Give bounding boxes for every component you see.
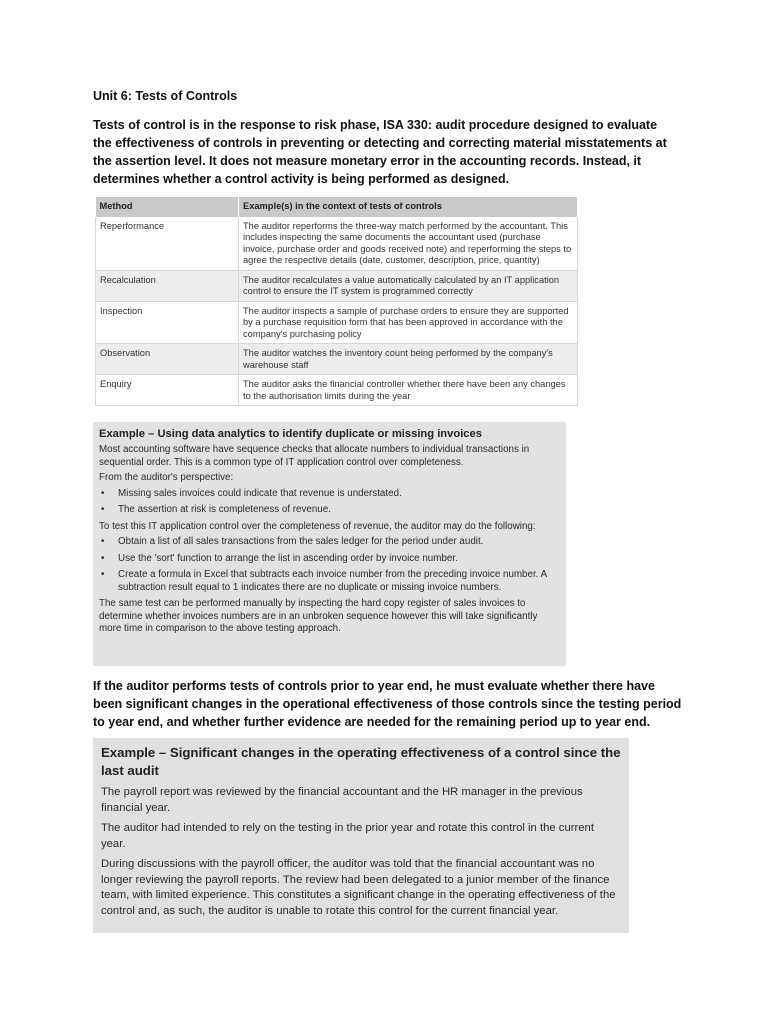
example-cell: The auditor recalculates a value automatically calculated by an IT application control to ensure the IT system is programmed correctly <box>239 270 578 301</box>
method-cell: Recalculation <box>96 270 239 301</box>
intro-paragraph: Tests of control is in the response to risk phase, ISA 330: audit procedure designed to evaluate the effectiveness of controls in preventing or detecting and correcting material misstatements at the assertion level. It does not measure monetary error in the accounting records. Instead, it determines whether a control activity is being performed as designed. <box>93 118 667 186</box>
example-cell: The auditor reperforms the three-way match performed by the accountant. This includes inspecting the same documents the accountant used (purchase invoice, purchase order and goods received note) and reperforming the steps to agree the respective details (date, customer, description, price, quantity) <box>239 217 578 271</box>
example-cell: The auditor asks the financial controller whether there have been any changes to the authorisation limits during the year <box>239 375 578 406</box>
example-cell: The auditor inspects a sample of purchase orders to ensure they are supported by a purchase requisition form that has been approved in accordance with the company's purchasing policy <box>239 301 578 344</box>
example-paragraph: During discussions with the payroll officer, the auditor was told that the financial accountant was no longer reviewing the payroll reports. The review had been delegated to a junior member of the finance team, with limited experience. This constitutes a significant change in the operating effectiveness of the control and, as such, the auditor is unable to rotate this control for the current financial year. <box>101 858 616 917</box>
method-cell: Reperformance <box>96 217 239 271</box>
method-cell: Inspection <box>96 301 239 344</box>
list-item: • The assertion at risk is completeness of revenue. <box>99 504 560 517</box>
list-item: • Use the 'sort' function to arrange the list in ascending order by invoice number. <box>99 553 560 566</box>
table-row <box>96 375 578 406</box>
example-paragraph: To test this IT application control over the completeness of revenue, the auditor may do the following: <box>99 520 536 532</box>
list-item: • Missing sales invoices could indicate that revenue is understated. <box>99 488 560 501</box>
example-paragraph: The same test can be performed manually by inspecting the hard copy register of sales invoices to determine whether invoices numbers are in an unbroken sequence however this will take significantly more time in comparison to the above testing approach. <box>99 598 538 634</box>
methods-table <box>95 197 578 406</box>
method-cell: Enquiry <box>96 375 239 406</box>
table-row <box>96 217 578 271</box>
list-item: • Obtain a list of all sales transactions from the sales ledger for the period under audit. <box>99 536 560 549</box>
example-paragraph: The auditor had intended to rely on the testing in the prior year and rotate this control in the current year. <box>101 822 594 850</box>
header-method: Method <box>96 197 239 217</box>
table-header-row <box>96 197 578 217</box>
page-title: Unit 6: Tests of Controls <box>93 89 238 103</box>
bullet-list <box>99 488 560 517</box>
header-example: Example(s) in the context of tests of controls <box>239 197 578 217</box>
table-row <box>96 344 578 375</box>
middle-paragraph: If the auditor performs tests of controls prior to year end, he must evaluate whether there have been significant changes in the operational effectiveness of those controls since the testing period to year end, and whether further evidence are needed for the remaining period up to year end. <box>93 679 682 729</box>
method-cell: Observation <box>96 344 239 375</box>
example-paragraph: The payroll report was reviewed by the financial accountant and the HR manager in the previous financial year. <box>101 786 583 814</box>
example-paragraph: From the auditor's perspective: <box>99 472 234 483</box>
list-item: • Create a formula in Excel that subtracts each invoice number from the preceding invoice number. A subtraction result equal to 1 indicates there are no duplicate or missing invoice numbers. <box>99 569 560 594</box>
example-box-significant-changes <box>93 738 629 933</box>
example-box-title: Example – Significant changes in the operating effectiveness of a control since the last audit <box>101 745 621 778</box>
table-row <box>96 301 578 344</box>
example-box-title: Example – Using data analytics to identify duplicate or missing invoices <box>99 428 482 440</box>
example-cell: The auditor watches the inventory count being performed by the company's warehouse staff <box>239 344 578 375</box>
bullet-list <box>99 536 560 594</box>
example-box-data-analytics <box>93 422 566 666</box>
table-row <box>96 270 578 301</box>
example-paragraph: Most accounting software have sequence checks that allocate numbers to individual transactions in sequential order. This is a common type of IT application control over completeness. <box>99 444 530 468</box>
